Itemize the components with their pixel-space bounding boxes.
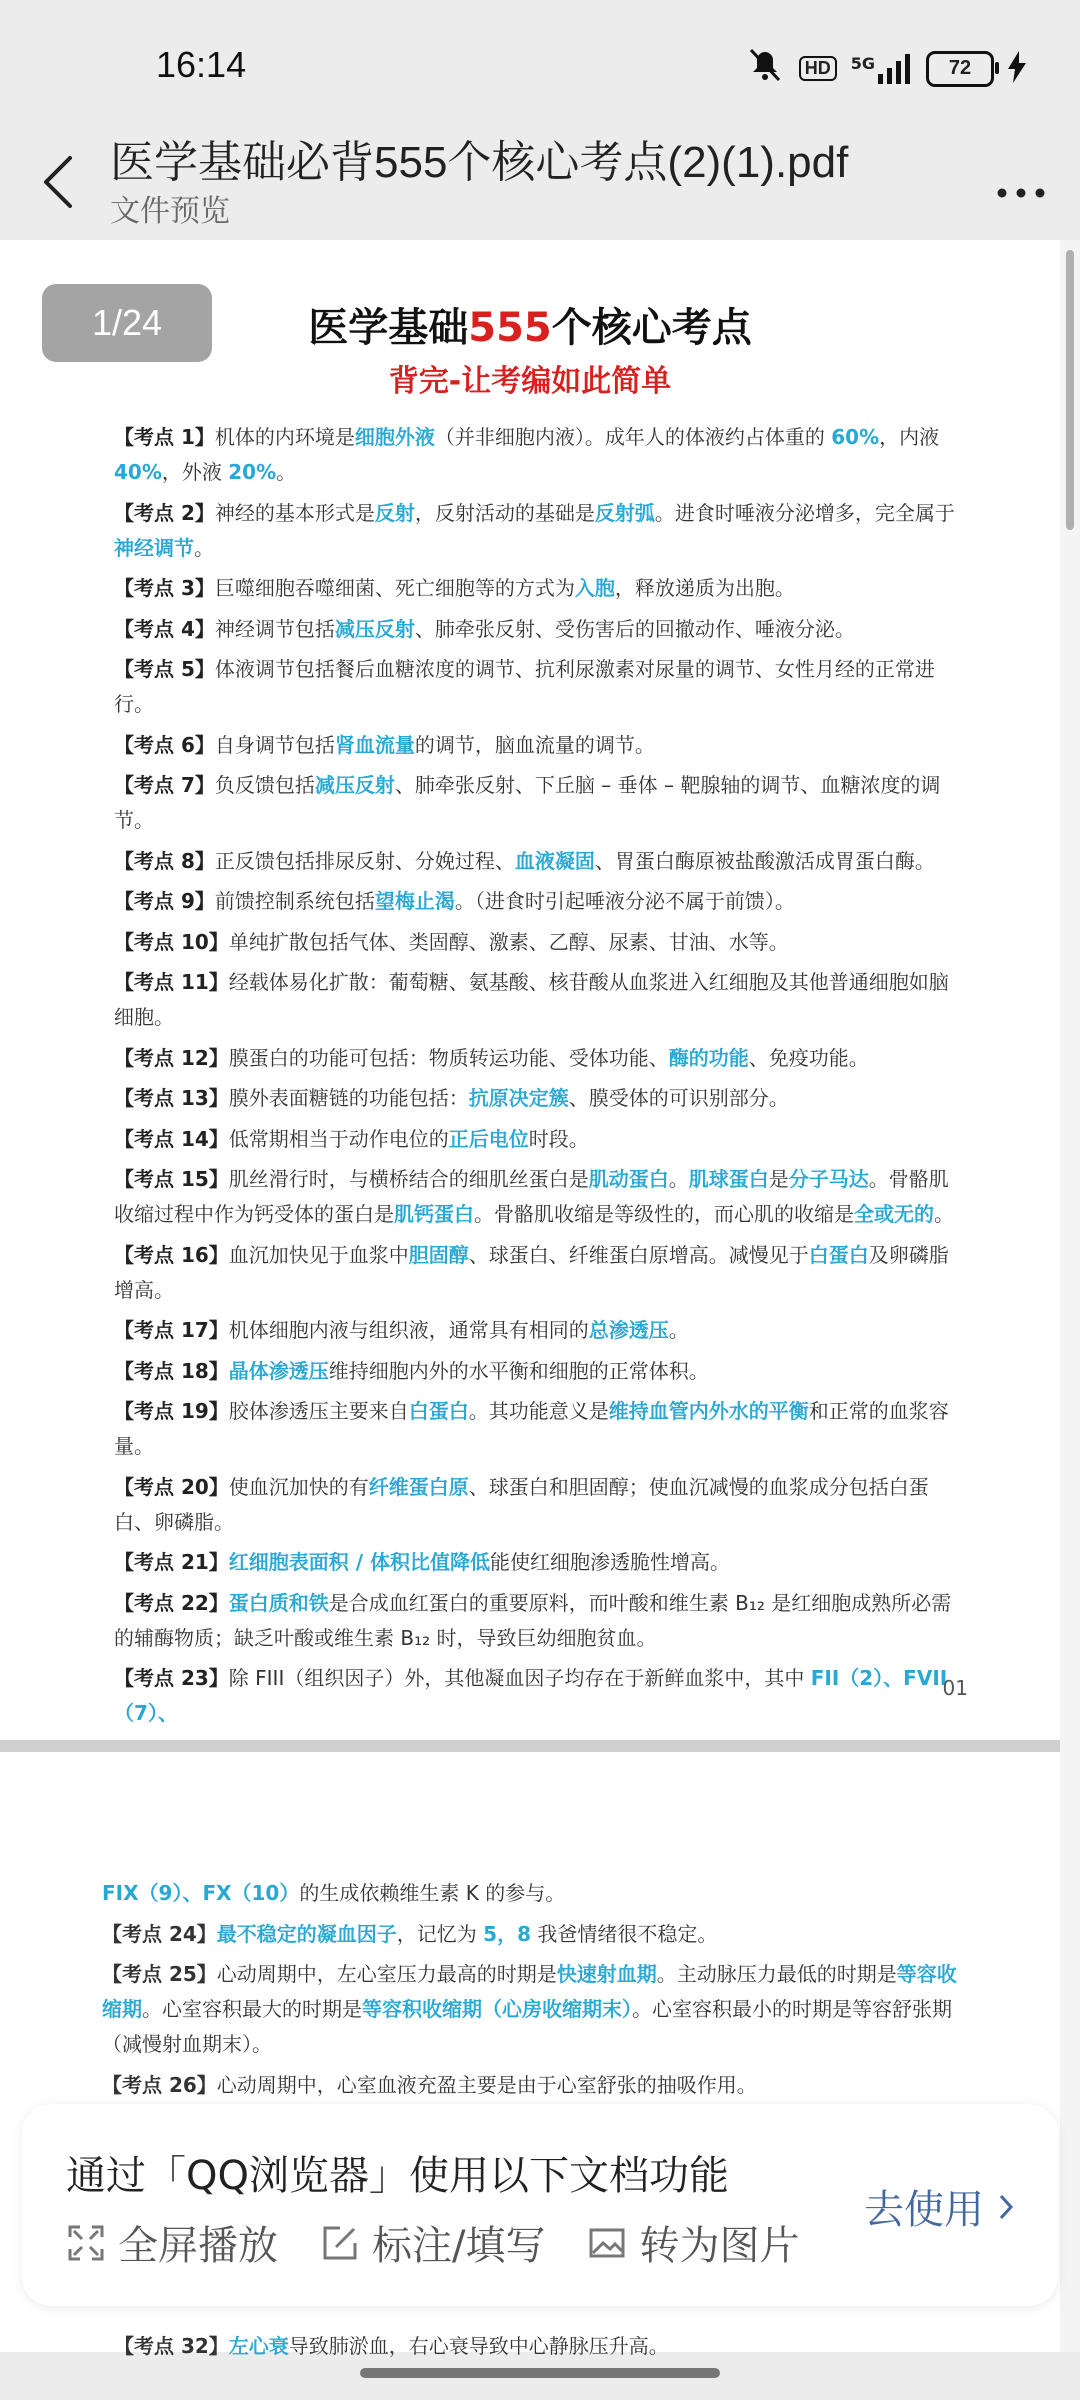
convert-to-image-label: 转为图片 [639,2223,800,2269]
scrollbar-thumb[interactable] [1066,250,1074,530]
key-point-label: 【考点 6】 [114,732,215,757]
status-time: 16:14 [156,44,247,85]
key-point-label: 【考点 5】 [114,657,215,681]
key-point-label: 【考点 18】 [114,1358,229,1383]
key-point [114,612,966,647]
key-point [114,1122,966,1157]
key-point [114,496,966,566]
highlighted-term: 维持血管内外水的平衡 [608,1399,809,1423]
key-point [114,728,966,763]
highlighted-term: 胆固醇 [408,1242,469,1267]
heading-part-a: 医学基础 [308,305,469,351]
key-point-text: 。 [934,1202,954,1226]
fullscreen-play-button[interactable] [66,2214,278,2271]
key-point-text: 前馈控制系统包括 [214,889,375,913]
key-point-text: 。其功能意义是 [468,1399,609,1423]
pdf-page-1 [0,240,1060,1740]
mute-icon [745,48,785,89]
highlighted-term: 白蛋白 [408,1399,469,1423]
key-point-text: 。心室容积最小的时期是等容舒张期（减慢射血期末）。 [102,1997,952,2056]
key-point-label: 【考点 21】 [114,1550,229,1574]
key-point-text: 血沉加快见于血浆中 [228,1242,409,1267]
key-point-label: 【考点 2】 [114,500,215,525]
highlighted-term: 抗原决定簇 [468,1086,569,1110]
key-point-label: 【考点 23】 [114,1666,229,1690]
key-point-text: 导致肺淤血，右心衰导致中心静脉压升高。 [288,2334,669,2358]
key-point [114,1162,966,1232]
key-point-text: ，外液 [161,460,229,484]
key-point-text: 神经的基本形式是 [214,500,375,525]
key-point-text: 。进食时唾液分泌增多，完全属于 [654,500,955,525]
key-point-label: 【考点 16】 [114,1242,229,1267]
highlighted-term: 快速射血期 [556,1962,657,1986]
key-point-text: 。 [276,460,297,484]
highlighted-term: 5，8 [483,1921,531,1946]
key-point-label: 【考点 19】 [114,1399,229,1423]
key-point [114,652,966,722]
key-point-text: 、免疫功能。 [748,1045,869,1070]
key-point-text: 除 FIII（组织因子）外，其他凝血因子均存在于新鲜血浆中，其中 [228,1666,811,1690]
highlighted-term: 分子马达 [788,1167,869,1191]
key-point-text: 。心室容积最大的时期是 [142,1997,362,2021]
key-point-text: 低常期相当于动作电位的 [228,1126,449,1151]
key-point [114,925,966,960]
image-icon [587,2223,627,2263]
key-point [114,1586,966,1656]
highlighted-term: 全或无的 [854,1202,934,1226]
app-header [0,120,1080,238]
go-use-label: 去使用 [864,2187,984,2233]
key-point-text: 膜蛋白的功能可包括：物质转运功能、受体功能、 [228,1045,669,1070]
highlighted-term: 神经调节 [114,535,194,560]
document-heading [0,296,1060,353]
highlighted-term: 晶体渗透压 [228,1358,329,1383]
file-title: 医学基础必背555个核心考点(2)(1).pdf [110,138,849,187]
highlighted-term: 等容积收缩期（心房收缩期末） [362,1997,632,2021]
key-point-label: 【考点 3】 [114,576,215,600]
key-point-text: 和正常的血浆容量。 [114,1399,949,1458]
annotate-fill-label: 标注/填写 [372,2223,546,2269]
key-point [114,844,966,879]
key-point-text: 正反馈包括排尿反射、分娩过程、 [214,848,515,873]
key-point-text: 是合成血红蛋白的重要原料，而叶酸和维生素 B₁₂ 是红细胞成熟所必需的辅酶物质；缺乏叶酸或维生素 B₁₂ 时，导致巨幼细胞贫血。 [114,1590,952,1650]
highlighted-term: FII（2）、FVII（7）、 [114,1666,948,1725]
signal-icon [851,54,912,84]
file-preview-label: 文件预览 [110,194,230,229]
highlighted-term: 肾血流量 [334,732,415,757]
key-point-text: 机体的内环境是 [214,425,355,449]
key-point-text: 、球蛋白、纤维蛋白原增高。减慢见于 [468,1242,809,1267]
key-point [114,1354,966,1389]
page-number: 01 [942,1676,968,1700]
key-point-text: 心动周期中，左心室压力最高的时期是 [216,1962,557,1986]
key-point-text: 维持细胞内外的水平衡和细胞的正常体积。 [328,1358,709,1383]
key-point-label: 【考点 10】 [114,929,229,954]
key-point-label: 【考点 12】 [114,1045,229,1070]
key-point-text: ，内液 [879,425,940,449]
key-point-text: 、肺牵张反射、下丘脑 – 垂体 – 靶腺轴的调节、血糖浓度的调节。 [114,773,941,832]
edit-icon [320,2223,360,2263]
key-point [102,1917,962,1952]
key-point [114,1081,966,1116]
highlighted-term: 细胞外液 [354,425,435,449]
fullscreen-play-label: 全屏播放 [118,2223,278,2269]
network-type-label: 5G [850,53,875,73]
annotate-fill-button[interactable] [320,2214,545,2271]
key-point-text: 、膜受体的可识别部分。 [568,1086,789,1110]
heading-part-b: 个核心考点 [551,305,752,351]
charging-icon [1008,51,1026,87]
highlighted-term: 正后电位 [448,1126,529,1151]
page-divider [0,1740,1060,1752]
status-bar [0,0,1080,130]
key-point [114,1470,966,1540]
key-point-label: 【考点 15】 [114,1167,229,1191]
key-point-text: 胶体渗透压主要来自 [228,1399,409,1423]
scrollbar-track[interactable] [1060,240,1080,2352]
key-point [114,1545,966,1580]
key-point-text: 肌丝滑行时，与横桥结合的细肌丝蛋白是 [228,1167,589,1191]
highlighted-term: 反射 [374,500,415,525]
promo-title: 通过「QQ浏览器」使用以下文档功能 [66,2153,729,2199]
highlighted-term: 肌动蛋白 [588,1167,669,1191]
key-point-label: 【考点 25】 [102,1962,217,1986]
key-point-label: 【考点 8】 [114,848,215,873]
highlighted-term: 纤维蛋白原 [368,1474,469,1499]
key-point [114,1238,966,1308]
back-arrow-icon [30,140,90,210]
battery-icon: 72 [926,51,994,87]
key-point-text: 膜外表面糖链的功能包括： [228,1086,469,1110]
key-point [114,884,966,919]
back-button[interactable] [30,140,90,210]
key-point-text: 机体细胞内液与组织液，通常具有相同的 [228,1318,589,1342]
key-point [114,2330,669,2359]
highlighted-term: 减压反射 [314,773,395,797]
highlighted-term: 入胞 [574,576,615,600]
hd-icon: HD [799,56,837,81]
key-point [102,1957,962,2062]
key-point-text: 心动周期中，心室血液充盈主要是由于心室舒张的抽吸作用。 [216,2072,757,2097]
key-point-text: 。（进食时引起唾液分泌不属于前馈）。 [454,889,795,913]
highlighted-term: 血液凝固 [514,848,595,873]
key-point-text: 的调节，脑血流量的调节。 [414,732,655,757]
key-point-text: 、球蛋白和胆固醇；使血沉减慢的血浆成分包括白蛋白、卵磷脂。 [114,1474,929,1534]
highlighted-term: 等容收缩期 [102,1962,957,2021]
key-point-text: 是 [768,1167,789,1191]
key-point-text: 。骨骼肌收缩是等级性的，而心肌的收缩是 [474,1202,854,1226]
highlighted-term: 白蛋白 [808,1242,869,1267]
key-point-text: 能使红细胞渗透脆性增高。 [490,1550,731,1574]
heading-number: 555 [468,305,552,351]
key-point [114,571,966,606]
key-point-label: 【考点 26】 [102,2072,217,2097]
key-point-label: 【考点 20】 [114,1474,229,1499]
key-point [114,1394,966,1464]
key-point-text: 自身调节包括 [214,732,335,757]
key-point-text: 神经调节包括 [214,616,335,641]
convert-to-image-button[interactable] [587,2214,799,2271]
key-point-text: 使血沉加快的有 [228,1474,369,1499]
key-point-text: 时段。 [528,1126,589,1151]
fullscreen-icon [66,2223,106,2263]
key-point-text: 及卵磷脂增高。 [114,1242,949,1302]
key-point-text: 体液调节包括餐后血糖浓度的调节、抗利尿激素对尿量的调节、女性月经的正常进行。 [114,657,935,716]
highlighted-term: 肌钙蛋白 [394,1202,474,1226]
home-indicator[interactable] [360,2368,720,2378]
key-point-label: 【考点 17】 [114,1318,229,1342]
go-use-button[interactable] [864,2178,1014,2235]
key-point-text: 。 [668,1318,689,1342]
key-points-list-2 [102,1876,962,2108]
status-icons [745,48,1026,89]
key-point-text: 。骨骼肌收缩过程中作为钙受体的蛋白是 [114,1167,949,1226]
more-options-button[interactable] [996,160,1046,214]
highlighted-term: 40% [114,460,162,484]
key-point-text: ，释放递质为出胞。 [614,576,795,600]
key-point-text: 我爸情绪很不稳定。 [531,1921,718,1946]
key-point [114,1041,966,1076]
highlighted-term: 总渗透压 [588,1318,669,1342]
highlighted-term: 60% [831,425,880,449]
more-icon [996,183,1046,203]
document-subheading: 背完-让考编如此简单 [388,364,672,399]
promo-actions [66,2214,799,2271]
highlighted-term: FIX（9）、FX（10） [102,1881,300,1905]
highlighted-term: 蛋白质和铁 [228,1590,329,1615]
key-point [102,1876,962,1911]
key-point-label: 【考点 9】 [114,889,215,913]
highlighted-term: 左心衰 [228,2334,289,2358]
key-point-text: 。主动脉压力最低的时期是 [656,1962,897,1986]
key-point-text: （并非细胞内液）。成年人的体液约占体重的 [434,425,832,449]
key-point-label: 【考点 1】 [114,425,215,449]
key-point-text: 、胃蛋白酶原被盐酸激活成胃蛋白酶。 [594,848,935,873]
key-point-label: 【考点 14】 [114,1126,229,1151]
key-point-text: ，记忆为 [396,1921,484,1946]
key-point-text: 巨噬细胞吞噬细菌、死亡细胞等的方式为 [214,576,575,600]
key-point-label: 【考点 32】 [114,2334,229,2358]
key-points-list [114,420,966,1737]
key-point-label: 【考点 7】 [114,773,215,797]
key-point-text: 。 [194,535,214,560]
key-point [114,1661,966,1731]
highlighted-term: 最不稳定的凝血因子 [216,1921,397,1946]
highlighted-term: 红细胞表面积 / 体积比值降低 [228,1550,491,1574]
key-point-text: 单纯扩散包括气体、类固醇、激素、乙醇、尿素、甘油、水等。 [228,929,789,954]
highlighted-term: 酶的功能 [668,1045,749,1070]
highlighted-term: 反射弧 [594,500,655,525]
qq-browser-promo-card [22,2104,1058,2306]
key-point-label: 【考点 22】 [114,1590,229,1615]
page-indicator: 1/24 [42,284,212,362]
key-point-text: 负反馈包括 [214,773,315,797]
key-point-label: 【考点 13】 [114,1086,229,1110]
key-point [114,768,966,838]
key-point-text: ，反射活动的基础是 [414,500,595,525]
highlighted-term: 减压反射 [334,616,415,641]
key-point-text: 。 [668,1167,689,1191]
key-point [114,965,966,1035]
key-point [102,2068,962,2103]
highlighted-term: 20% [228,460,277,484]
highlighted-term: 肌球蛋白 [688,1167,769,1191]
key-point-label: 【考点 11】 [114,970,229,994]
key-point-label: 【考点 24】 [102,1921,217,1946]
key-point-text: 的生成依赖维生素 K 的参与。 [299,1881,566,1905]
chevron-right-icon [998,2193,1014,2221]
key-point [114,1313,966,1348]
highlighted-term: 望梅止渴 [374,889,455,913]
key-point [114,420,966,490]
key-point-text: 经载体易化扩散：葡萄糖、氨基酸、核苷酸从血浆进入红细胞及其他普通细胞如脑细胞。 [114,970,949,1029]
key-point-text: 、肺牵张反射、受伤害后的回撤动作、唾液分泌。 [414,616,855,641]
key-point-label: 【考点 4】 [114,616,215,641]
